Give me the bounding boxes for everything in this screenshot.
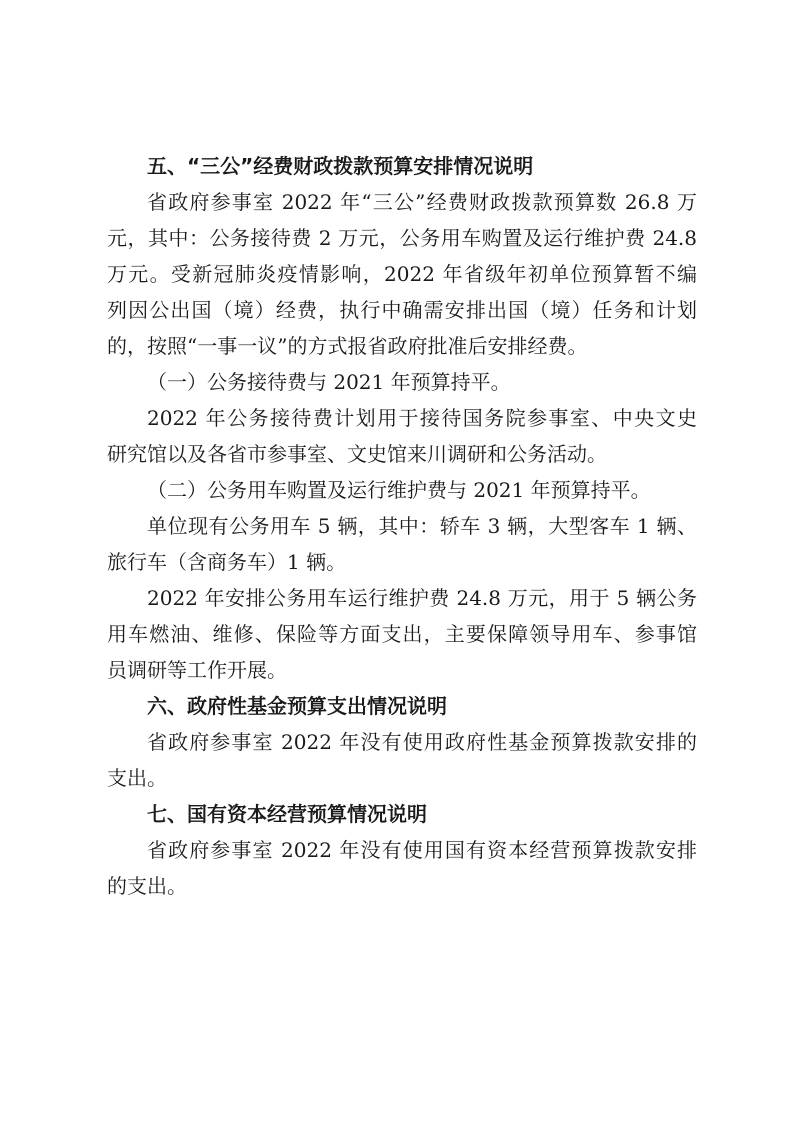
section-6-heading: 六、政府性基金预算支出情况说明 bbox=[147, 694, 447, 718]
paragraph-line: 省政府参事室 2022 年“三公”经费财政拨款预算数 26.8 万 bbox=[147, 190, 697, 214]
paragraph-line: 的支出。 bbox=[107, 874, 187, 898]
paragraph-line: 省政府参事室 2022 年没有使用国有资本经营预算拨款安排 bbox=[147, 838, 697, 862]
section-7-heading: 七、国有资本经营预算情况说明 bbox=[147, 802, 427, 826]
document-body bbox=[107, 148, 697, 904]
paragraph-line: 2022 年安排公务用车运行维护费 24.8 万元，用于 5 辆公务 bbox=[147, 586, 697, 610]
paragraph-line: 万元。受新冠肺炎疫情影响，2022 年省级年初单位预算暂不编 bbox=[107, 262, 697, 286]
paragraph-line: 单位现有公务用车 5 辆，其中：轿车 3 辆，大型客车 1 辆、 bbox=[147, 514, 697, 538]
paragraph-line: 支出。 bbox=[107, 766, 167, 790]
paragraph-line: 员调研等工作开展。 bbox=[107, 658, 287, 682]
paragraph-line: 旅行车（含商务车）1 辆。 bbox=[107, 550, 347, 574]
subheading-reception: （一）公务接待费与 2021 年预算持平。 bbox=[147, 370, 511, 394]
paragraph-line: 用车燃油、维修、保险等方面支出，主要保障领导用车、参事馆 bbox=[107, 622, 697, 646]
paragraph-line: 元，其中：公务接待费 2 万元，公务用车购置及运行维护费 24.8 bbox=[107, 226, 697, 250]
subheading-vehicles: （二）公务用车购置及运行维护费与 2021 年预算持平。 bbox=[147, 478, 651, 502]
paragraph-line: 的，按照“一事一议”的方式报省政府批准后安排经费。 bbox=[107, 334, 588, 358]
paragraph-line: 研究馆以及各省市参事室、文史馆来川调研和公务活动。 bbox=[107, 442, 607, 466]
paragraph-line: 2022 年公务接待费计划用于接待国务院参事室、中央文史 bbox=[147, 406, 697, 430]
paragraph-line: 列因公出国（境）经费，执行中确需安排出国（境）任务和计划 bbox=[107, 298, 697, 322]
section-5-heading: 五、“三公”经费财政拨款预算安排情况说明 bbox=[147, 154, 534, 178]
paragraph-line: 省政府参事室 2022 年没有使用政府性基金预算拨款安排的 bbox=[147, 730, 697, 754]
